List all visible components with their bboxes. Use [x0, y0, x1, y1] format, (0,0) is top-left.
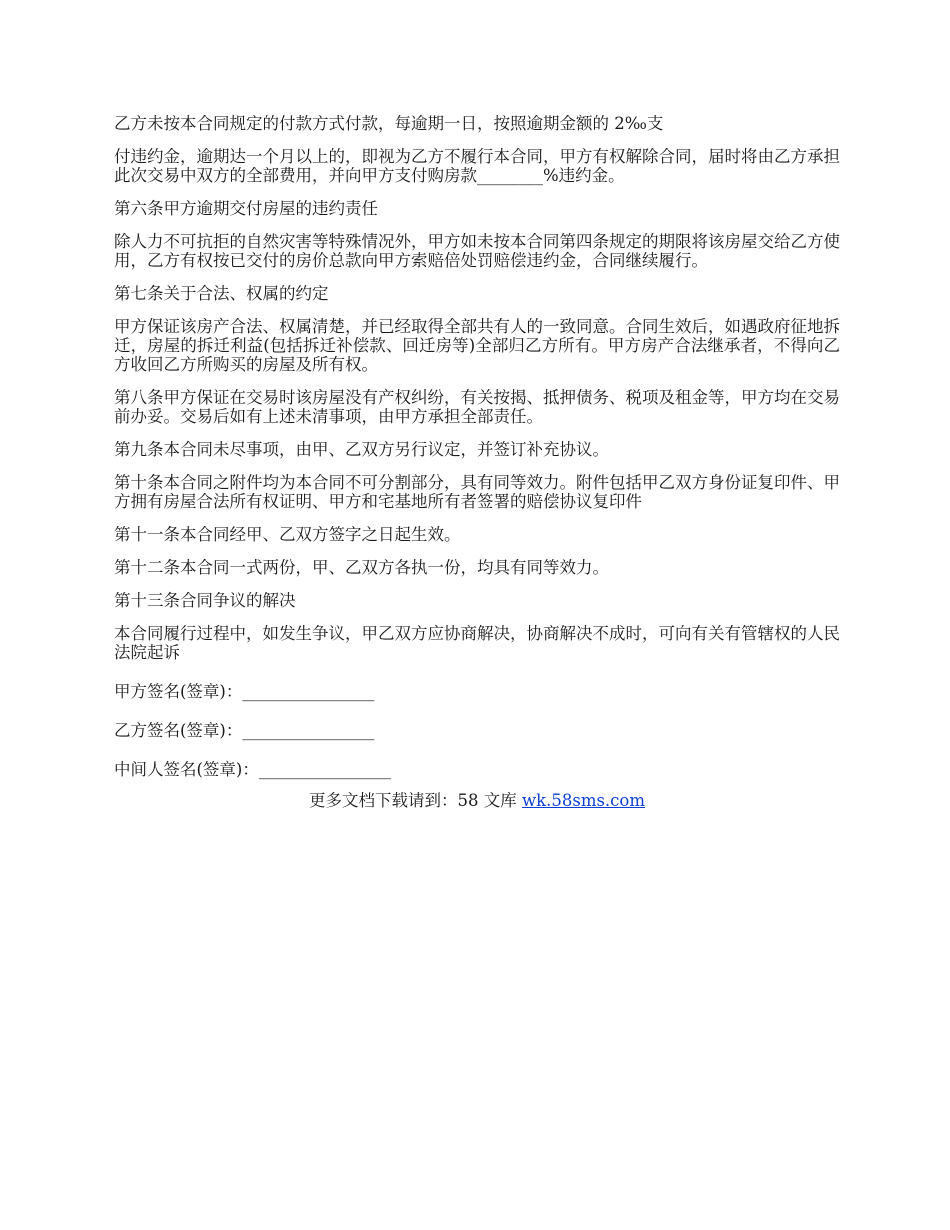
article-6-body: 除人力不可抗拒的自然灾害等特殊情况外，甲方如未按本合同第四条规定的期限将该房屋交给乙方使用，乙方有权按已交付的房价总款向甲方索赔倍处罚赔偿违约金，合同继续履行。	[114, 232, 840, 270]
party-a-signature-line: 甲方签名(签章)：________________	[114, 682, 375, 701]
document-page	[114, 114, 840, 810]
party-b-signature-line: 乙方签名(签章)：________________	[114, 721, 375, 740]
footer-site-link[interactable]: wk.58sms.com	[521, 791, 645, 810]
article-12-paragraph: 第十二条本合同一式两份，甲、乙双方各执一份，均具有同等效力。	[114, 558, 609, 577]
article-7-body: 甲方保证该房产合法、权属清楚，并已经取得全部共有人的一致同意。合同生效后，如遇政府征地拆迁，房屋的拆迁利益(包括拆迁补偿款、回迁房等)全部归乙方所有。甲方房产合法继承者，不得向乙方收回乙方所购买的房屋及所有权。	[114, 317, 840, 374]
article-7-heading: 第七条关于合法、权属的约定	[114, 284, 329, 303]
footer-prefix-text: 更多文档下载请到：58 文库	[308, 791, 522, 810]
article-13-heading: 第十三条合同争议的解决	[114, 591, 296, 610]
article-6-heading: 第六条甲方逾期交付房屋的违约责任	[114, 199, 378, 218]
article-11-paragraph: 第十一条本合同经甲、乙双方签字之日起生效。	[114, 525, 461, 544]
middleman-signature-line: 中间人签名(签章)：________________	[114, 760, 391, 779]
payment-penalty-paragraph: 乙方未按本合同规定的付款方式付款，每逾期一日，按照逾期金额的 2‰支	[114, 114, 664, 133]
article-9-paragraph: 第九条本合同未尽事项，由甲、乙双方另行议定，并签订补充协议。	[114, 440, 609, 459]
penalty-terms-paragraph: 付违约金，逾期达一个月以上的，即视为乙方不履行本合同，甲方有权解除合同，届时将由乙方承担此次交易中双方的全部费用，并向甲方支付购房款________%违约金。	[114, 147, 840, 185]
download-footer	[114, 791, 840, 810]
article-8-paragraph: 第八条甲方保证在交易时该房屋没有产权纠纷，有关按揭、抵押债务、税项及租金等，甲方均在交易前办妥。交易后如有上述未清事项，由甲方承担全部责任。	[114, 388, 840, 426]
article-10-paragraph: 第十条本合同之附件均为本合同不可分割部分，具有同等效力。附件包括甲乙双方身份证复印件、甲方拥有房屋合法所有权证明、甲方和宅基地所有者签署的赔偿协议复印件	[114, 473, 840, 511]
article-13-body: 本合同履行过程中，如发生争议，甲乙双方应协商解决，协商解决不成时，可向有关有管辖权的人民法院起诉	[114, 624, 840, 662]
